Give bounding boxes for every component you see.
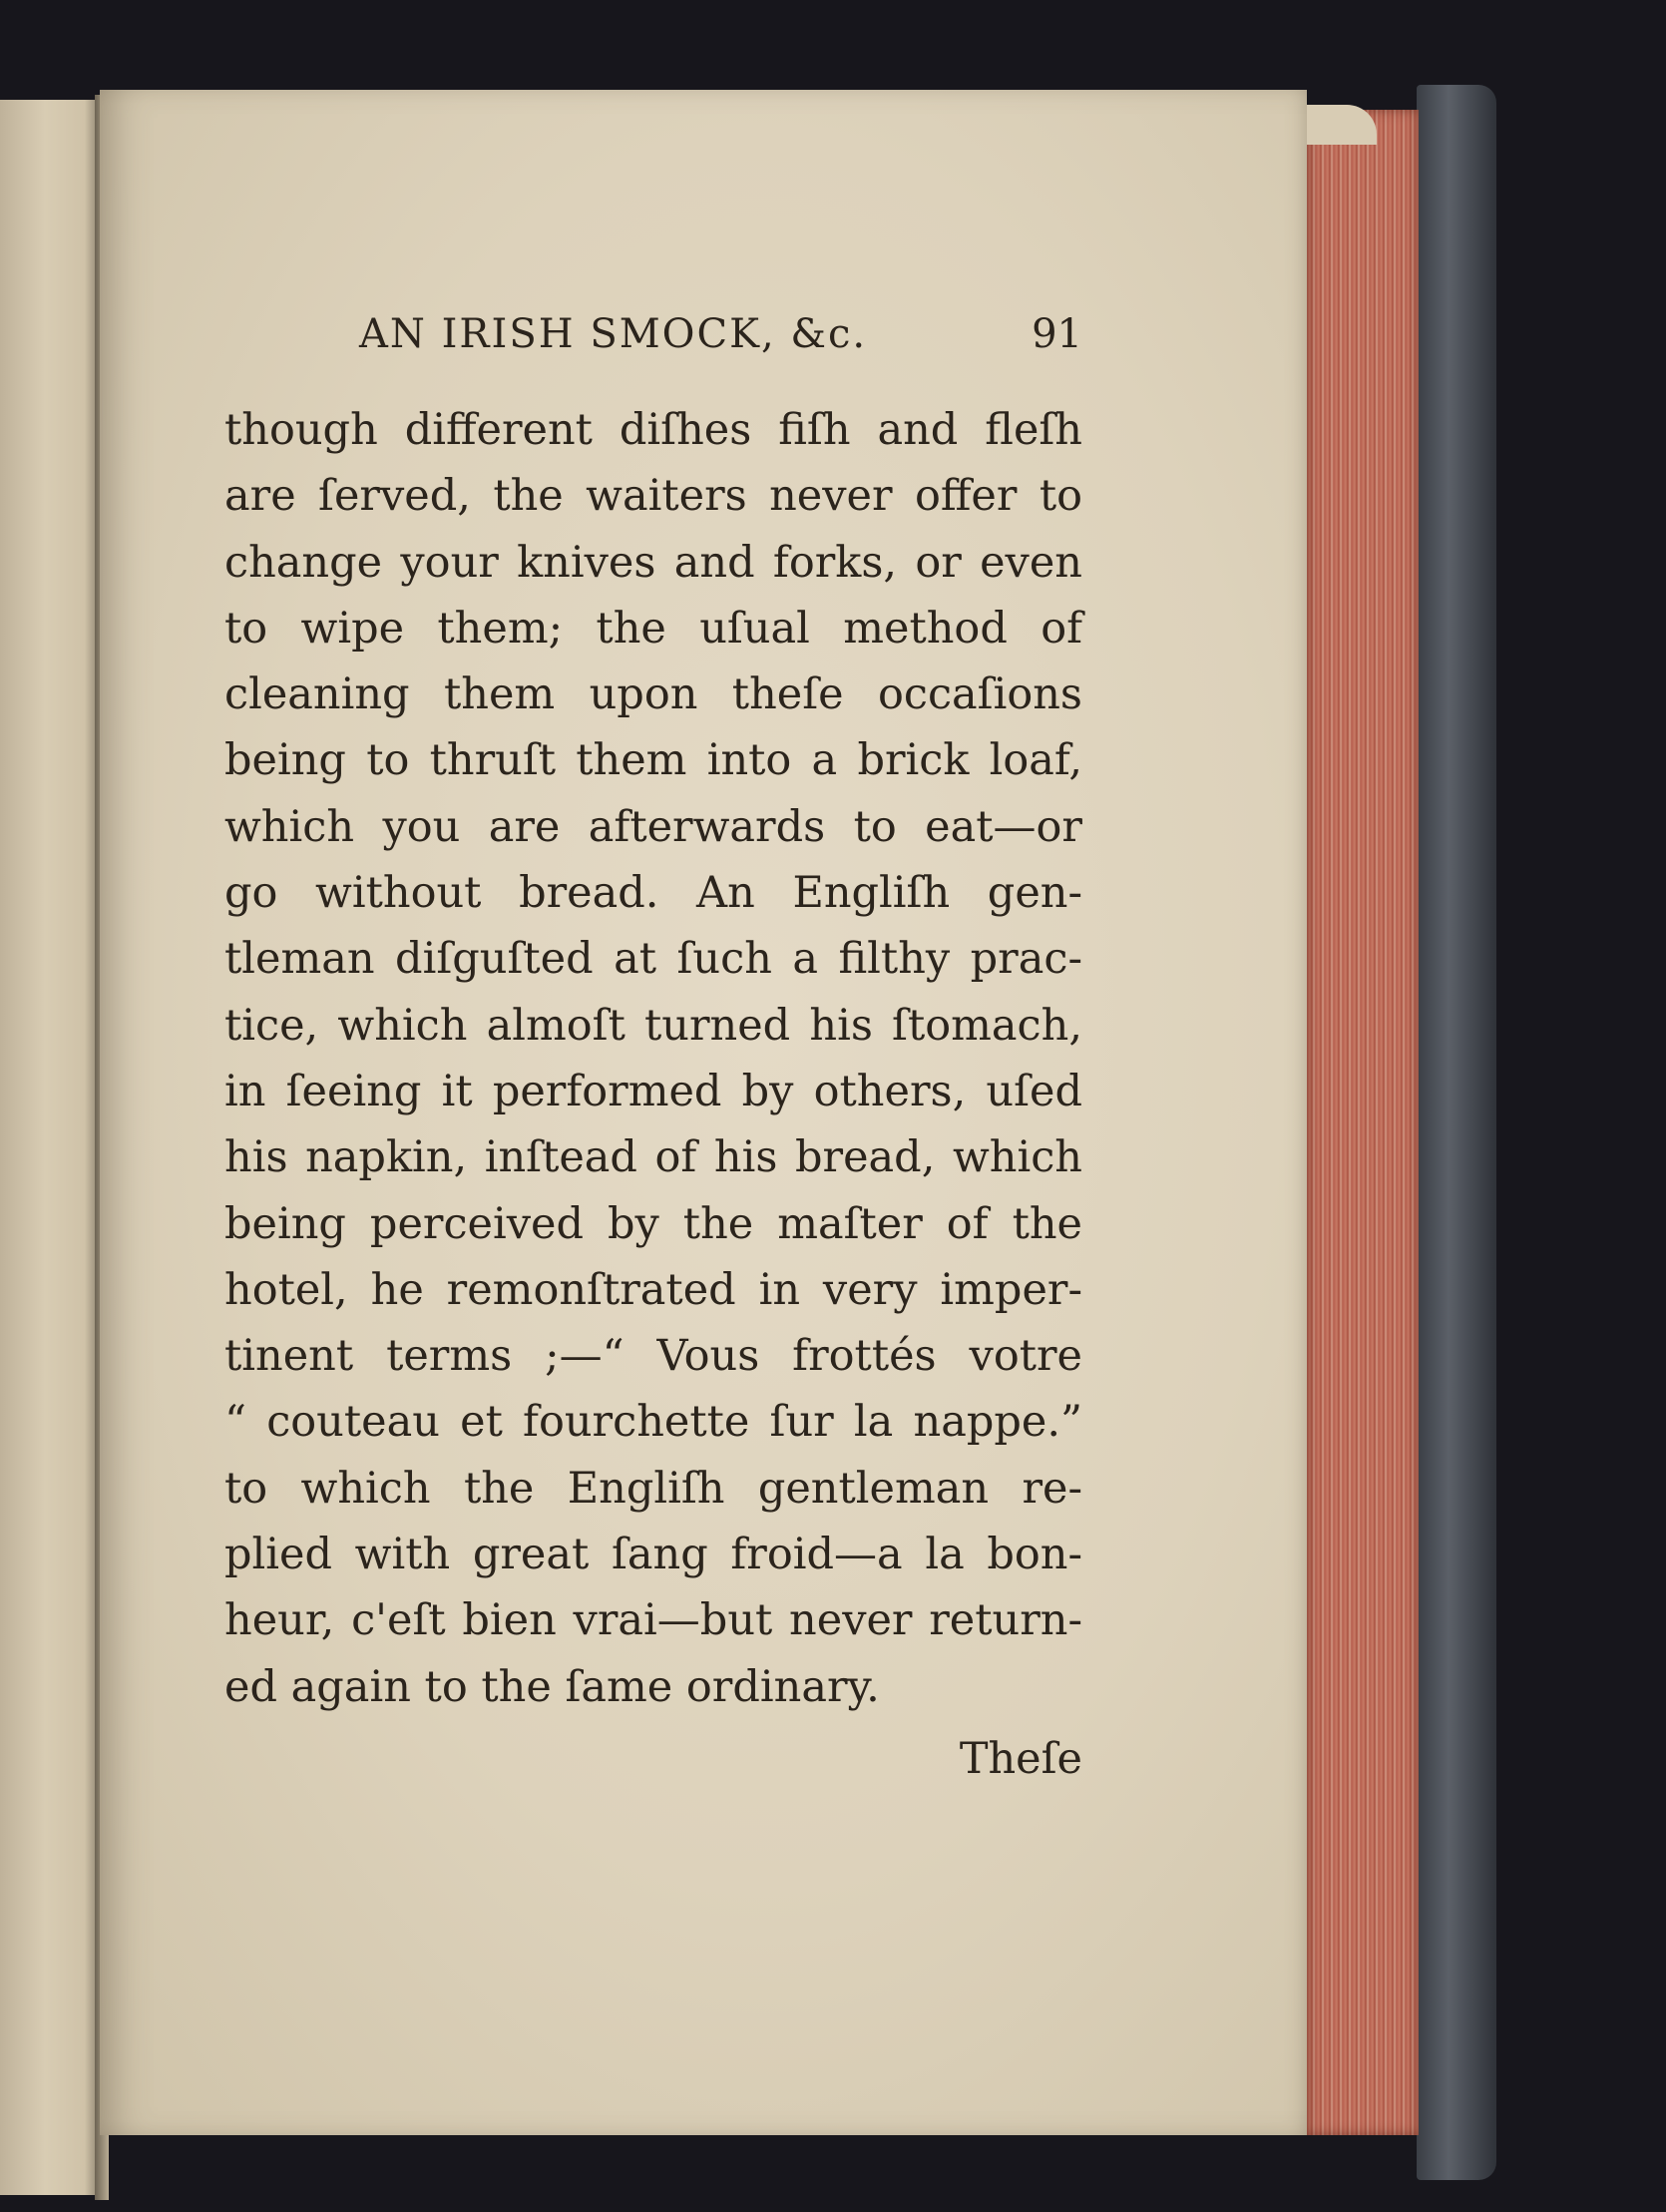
text-line: tleman diſguſted at ſuch a filthy prac-: [224, 934, 1082, 985]
text-line: go without bread. An Engliſh gen-: [224, 868, 1082, 919]
text-line: being to thruſt them into a brick loaf,: [224, 735, 1082, 786]
catchword: Theſe: [959, 1733, 1082, 1784]
page-edges: [1307, 110, 1419, 2135]
text-line: tinent terms ;—“ Vous frottés votre: [224, 1331, 1082, 1382]
text-line: heur, c'eſt bien vrai—but never return-: [224, 1595, 1082, 1646]
text-line: plied with great ſang froid—a la bon-: [224, 1530, 1082, 1580]
previous-page-edge: [0, 100, 100, 2195]
text-line: cleaning them upon theſe occaſions: [224, 669, 1082, 720]
body-text: [224, 397, 1082, 1720]
text-line: are ſerved, the waiters never offer to: [224, 471, 1082, 522]
text-line: tice, which almoſt turned his ſtomach,: [224, 1000, 1082, 1051]
text-line: which you are afterwards to eat—or: [224, 801, 1082, 852]
page-header: [224, 299, 1082, 379]
text-line: to wipe them; the uſual method of: [224, 603, 1082, 654]
text-line: to which the Engliſh gentleman re-: [224, 1463, 1082, 1514]
book-cover-binding: [1417, 85, 1496, 2180]
text-line: ed again to the ſame ordinary.: [224, 1661, 880, 1712]
text-line: change your knives and forks, or even: [224, 537, 1082, 588]
text-line: hotel, he remonſtrated in very imper-: [224, 1264, 1082, 1315]
text-line: though different diſhes fiſh and fleſh: [224, 405, 1082, 455]
text-line: his napkin, inſtead of his bread, which: [224, 1132, 1082, 1183]
text-line: being perceived by the maſter of the: [224, 1198, 1082, 1249]
text-line: “ couteau et fourchette ſur la nappe.”: [224, 1397, 1082, 1448]
text-line: in ſeeing it performed by others, uſed: [224, 1066, 1082, 1116]
page-number: 91: [1032, 311, 1082, 357]
running-title: AN IRISH SMOCK, &c.: [359, 311, 868, 357]
page-text-block: [224, 299, 1082, 1792]
